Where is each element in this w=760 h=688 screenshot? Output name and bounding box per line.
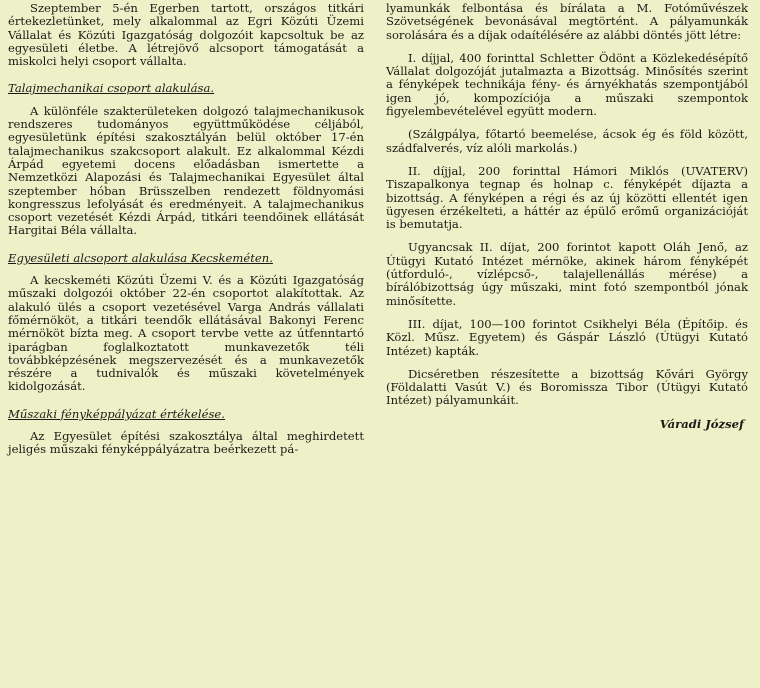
- heading-talajmechanikai: Talajmechanikai csoport alakulása.: [8, 81, 215, 96]
- heading-kecskemet: Egyesületi alcsoport alakulása Kecskeméten.: [8, 250, 273, 265]
- heading-fenykeppalyazat: Műszaki fényképpályázat értékelése.: [8, 406, 225, 421]
- paragraph-second-prize-hamori: II. díjjal, 200 forinttal Hámori Miklós (UVATERV) Tiszapalkonya tegnap és holnap c. fényképét díjazta a bizottság. A fényképen a régi és az új közötti ellentét igen ügyesen érzékelteti, a háttér az épülő erőmű organizációját is bemutatja.: [386, 163, 748, 232]
- paragraph-commendation: Dicséretben részesítette a bizottság Kővári György (Földalatti Vasút V.) és Boromissza Tibor (Útügyi Kutató Intézet) pályamunkáit.: [386, 366, 748, 408]
- paragraph-fenykeppalyazat-start: Az Egyesület építési szakosztálya által meghirdetett jeligés műszaki fényképpályázatra beérkezett pá-: [8, 429, 364, 457]
- paragraph-kecskemet: A kecskeméti Közúti Üzemi V. és a Közúti Igazgatóság műszaki dolgozói október 22-én csoportot alakítottak. Az alakuló ülés a csoport vezetésével Varga András vállalati főmérnököt, a titkári teendők ellátásával Bakonyi Ferenc mérnököt bízta meg. A csoport tervbe vette az útfenntartó iparágban foglalkoztatott munkavezetők téli továbbképzésének megszervezését és a munkavezetők részére a tudnivalók és műszaki követelmények kidolgozását.: [8, 273, 364, 394]
- paragraph-third-prize: III. díjat, 100—100 forintot Csikhelyi Béla (Építőip. és Közl. Műsz. Egyetem) és Gáspár László (Útügyi Kutató Intézet) kapták.: [386, 316, 748, 358]
- paragraph-talajmechanikai: A különféle szakterületeken dolgozó talajmechanikusok rendszeres tudományos együttműködése céljából, egyesületünk építési szakosztályán belül október 17-én talajmechanikus szakcsoport alakult. Ez alkalommal Kézdi Árpád egyetemi docens előadásban ismertette a Nemzetközi Alapozási és Talajmechanikai Egyesület által szeptember hóban Brüsszelben rendezett földnyomási kongresszus lefolyását és eredményeit. A talajmechanikus csoport vezetését Kézdi Árpád, titkári teendőinek ellátását Hargitai Béla vállalta.: [8, 103, 364, 238]
- paragraph-first-prize: I. díjjal, 400 forinttal Schletter Ödönt a Közlekedésépítő Vállalat dolgozóját jutalmazta a Bizottság. Minősítés szerint a fényképek technikája fény- és árnyékhatás szempontjából igen jó, kompozíciója a műszaki szempontok figyelembevételével együtt modern.: [386, 50, 748, 119]
- paragraph-egri-meeting: Szeptember 5-én Egerben tartott, országos titkári értekezletünket, mely alkalommal az Egri Közúti Üzemi Vállalat és Közúti Igazgatóság dolgozóit kapcsoltuk be az egyesületi életbe. A létrejövő alcsoport támogatását a miskolci helyi csoport vállalta.: [8, 1, 364, 69]
- paragraph-palyamunkak: lyamunkák felbontása és bírálata a M. Fotóművészek Szövetségének bevonásával megtörtént. A pályamunkák sorolására és a díjak odaítélésére az alábbi döntés jött létre:: [386, 1, 748, 42]
- right-column: [386, 2, 748, 688]
- author-signature: Váradi József: [659, 416, 744, 431]
- paragraph-first-prize-photos: (Szálgpálya, főtartó beemelése, ácsok ég és föld között, szádfalverés, víz alóli markolás.): [386, 127, 748, 155]
- paragraph-second-prize-olah: Ugyancsak II. díjat, 200 forintot kapott Oláh Jenő, az Útügyi Kutató Intézet mérnöke, akinek három fényképét (útforduló-, vízlépcső-, talajellenállás mérése) a bírálóbizottság úgy műszaki, mint fotó szempontból jónak minősítette.: [386, 240, 748, 308]
- left-column: [8, 2, 364, 688]
